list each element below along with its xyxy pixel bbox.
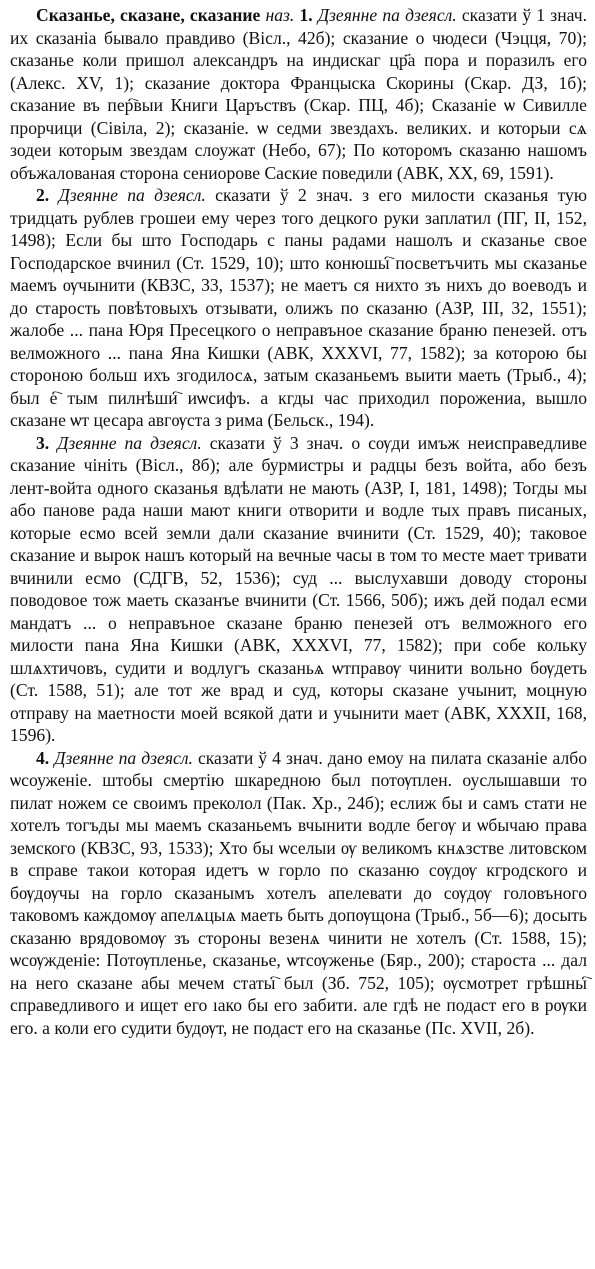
sense-gloss: Дзеянне па дзеясл. bbox=[54, 747, 193, 768]
entry-sense-4 bbox=[10, 747, 587, 1040]
sense-gloss: Дзеянне па дзеясл. bbox=[58, 185, 206, 205]
entry-sense-1 bbox=[10, 4, 587, 184]
sense-text: сказати ў 3 знач. о сѹди имъж неисправедливе сказание чініть (Вісл., 8б); але бурмистры и радцы безъ войта, або безъ лент-войта одного сказанья вдѣлати не мають (АЗР, I, 181, 1498); Тогды мы або панове рада наши мают книги отворити и водле тых правъ писаных, которые есмо всей земли дали сказание вчинити (Ст. 1529, 40); таковое сказание и вырок нашъ который на вечные часы в том то месте мает тривати вчинили есмо (СДГВ, 52, 1536); суд ... выслухавши доводу стороны поводовое тож маеть сказанъе вчинити (Ст. 1566, 50б); ижъ дей подал есми мандатъ ... о неправъное сказане браню пенезей отъ велможного его милости пана Яна Кишки (АВК, XXXVI, 77, 1582); при собе кольку шлѧхтичовъ, судити и водлугъ сказаньѧ ѡтправѹ чинити вольно бѹдеть (Ст. 1588, 51); але тот же врад и суд, которы сказане учынит, моцную отправу на маетности моей всякой дати и учынити мает (АВК, XXXII, 168, 1596). bbox=[10, 432, 587, 745]
sense-number: 4. bbox=[36, 747, 50, 768]
sense-number: 1. bbox=[299, 5, 313, 25]
sense-text: сказати ў 4 знач. дано емоу на пилата сказаніе албо ѡсоуженіе. штобы смертію шкаредною был потѹплен. оуслышавши то пилат ножем се своимъ преколол (Пак. Хр., 24б); еслиж бы и самъ стати не хотелъ тогъды мы маемъ сказаньемъ вчынити водле бегѹ и ѡбычаю права земского (КВЗС, 93, 1533); Хто бы ѡселыи ѹ великомъ кнѧзстве литовском в справе такои которая идетъ ѡ горло по сказаню сѹдѹ кгродского и бѹдѹчы на горло сказанымъ хотелъ апелевати до сѹдѹ головъного таковомъ каждомѹ апелѧцыѧ маеть быть допѹщона (Трыб., 5б—6); досыть сказаню врядовомѹ зъ стороны везенѧ чинити не хотелъ (Ст. 1588, 15); ѡсѹжденіе: Потѹпленье, сказанье, ѡтсѹженье (Бяр., 200); староста ... дал на него сказане абы мечем статы҇ был (Зб. 752, 105); ѹсмотрет грѣшны҇ справедливого и ищет его ıако бы его забити. але гдѣ не подаст его в рѹки его. а коли его судити будѹт, не подаст его на сказанье (Пс. XVII, 2б). bbox=[10, 747, 587, 1038]
sense-text: сказати ў 2 знач. з его милости сказанья тую тридцать рублев грошеи ему через того децкого руки заплатил (ПГ, II, 152, 1498); Если бы што Господарь с паны радами нашолъ и сказанье свое Господарское вчинил (Ст. 1529, 10); што конюшы҇ посветъчить мы сказанье маемъ ѹчынити (КВЗС, 33, 1537); не маетъ ся нихто зъ нихъ до воеводъ и до старость повѣтовыхъ отзывати, олижъ по сказаню (АЗР, III, 32, 1551); жалобе ... пана Юря Пресецкого о неправъное сказание браню пенезей. отъ велможного ... пана Яна Кишки (АВК, XXXVI, 77, 1582); за которою бы стороною больш ихъ згодилосѧ, затым сказаньемъ выити маеть (Трыб., 4); был е҇ тым пилнѣши҇ иѡсифъ. а кгды час приходил порожениа, вышло сказане ѡт цесара авгѹста з рима (Бельск., 194). bbox=[10, 185, 587, 430]
sense-text: сказати ў 1 знач. их сказанiа бывало правдиво (Вісл., 42б); сказание о чюдеси (Чэцця, 70); сказанье коли пришол александръ на индискаг цр҃а пора и поразилъ его (Алекс. XV, 1); сказание доктора Францыска Скорины (Скар. ДЗ, 1б); сказание въ пер҇выи Книги Царъствъ (Скар. ПЦ, 4б); Сказанiе ѡ Сивилле прорчици (Сівіла, 2); сказанiе. ѡ седми звездахъ. великих. и которыи сѧ зодеи которым звездам слоужат (Небо, 67); По которомъ сказаню нашомъ объжалованая сторона сениорове Саские поведили (АВК, XX, 69, 1591). bbox=[10, 5, 587, 183]
part-of-speech: наз. bbox=[265, 5, 295, 25]
entry-sense-3 bbox=[10, 432, 587, 747]
sense-gloss: Дзеянне па дзеясл. bbox=[57, 432, 202, 453]
sense-number: 3. bbox=[36, 432, 50, 453]
headword: Сказанье, сказане, сказание bbox=[36, 5, 261, 25]
entry-sense-2 bbox=[10, 184, 587, 432]
sense-gloss: Дзеянне па дзеясл. bbox=[317, 5, 457, 25]
sense-number: 2. bbox=[36, 185, 50, 205]
